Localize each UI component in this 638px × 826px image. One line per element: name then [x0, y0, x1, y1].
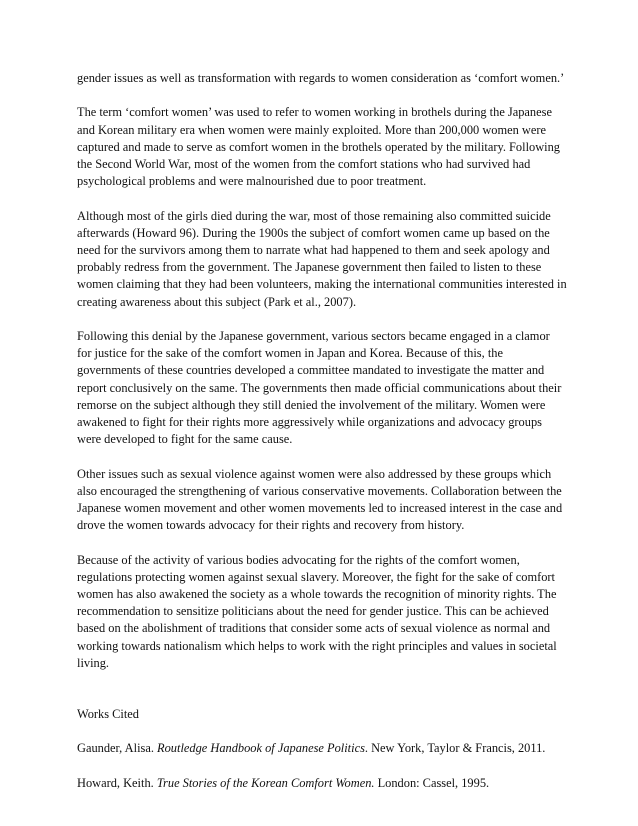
citation-title: Routledge Handbook of Japanese Politics [157, 741, 365, 756]
body-paragraph-2: The term ‘comfort women’ was used to refer to women working in brothels during the Japanese and Korean military era when women were mainly exploited. More than 200,000 women were captured and made to serve as comfort women in the brothels operated by the military. Following the Second World War, most of the women from the comfort stations who had survived had psychological problems and were malnourished due to poor treatment. [77, 105, 560, 189]
citation-1 [77, 740, 567, 757]
body-paragraph-5: Other issues such as sexual violence against women were also addressed by these groups which also encouraged the strengthening of various conservative movements. Collaboration between the Japanese women movement and other women movements led to increased interest in the case and drove the women towards advocacy for their rights and recovery from history. [77, 466, 563, 533]
document-page [77, 70, 567, 809]
body-paragraph-1: gender issues as well as transformation with regards to women consideration as ‘comfort women.’ [77, 71, 565, 85]
body-paragraph-3: Although most of the girls died during the war, most of those remaining also committed suicide afterwards (Howard 96). During the 1900s the subject of comfort women came up based on the need for the survivors among them to narrate what had happened to them and seek apology and probably redress from the government. The Japanese government then failed to listen to these women claiming that they had been volunteers, making the international communities interested in creating awareness about this subject (Park et al., 2007). [77, 208, 567, 309]
citation-title: True Stories of the Korean Comfort Women. [156, 775, 375, 790]
body-paragraph-6: Because of the activity of various bodies advocating for the rights of the comfort women, regulations protecting women against sexual slavery. Moreover, the fight for the sake of comfort women has also awakened the society as a whole towards the recognition of minority rights. The recommendation to sensitize politicians about the need for gender justice. This can be achieved based on the abolishment of traditions that consider some acts of sexual violence as normal and working towards nationalism which helps to work with the right principles and values in societal living. [77, 552, 557, 670]
citation-details: . New York, Taylor & Francis, 2011. [364, 741, 546, 756]
citation-author: Gaunder, Alisa. [77, 741, 154, 756]
citation-author: Howard, Keith. [77, 775, 154, 790]
works-cited-heading: Works Cited [77, 707, 139, 722]
body-paragraph-4: Following this denial by the Japanese government, various sectors became engaged in a clamor for justice for the sake of the comfort women in Japan and Korea. Because of this, the governments of these countries developed a committee mandated to investigate the matter and report conclusively on the same. The governments then made official communications about their remorse on the subject although they still denied the involvement of the military. Women were awakened to fight for their rights more aggressively while organizations and advocacy groups were developed to fight for the same cause. [77, 329, 562, 447]
citation-details: London: Cassel, 1995. [374, 775, 490, 790]
citation-2 [77, 775, 567, 792]
